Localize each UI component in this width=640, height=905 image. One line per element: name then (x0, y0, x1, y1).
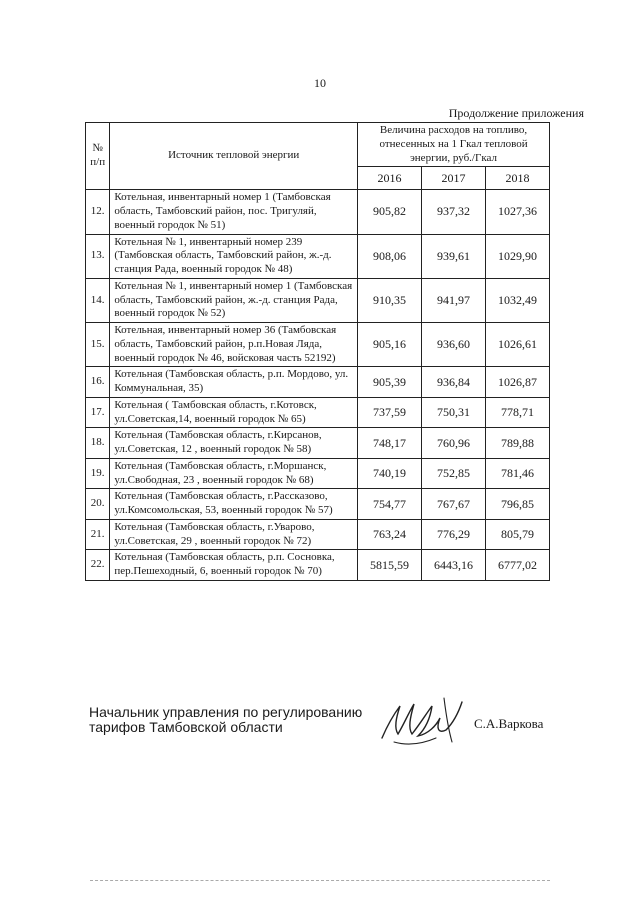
row-value-2017: 767,67 (422, 489, 486, 520)
page-number: 10 (314, 76, 326, 90)
row-value-2017: 941,97 (422, 278, 486, 322)
fuel-cost-table (85, 122, 550, 581)
table-row (86, 190, 550, 234)
row-number: 15. (86, 323, 110, 367)
table-row (86, 278, 550, 322)
row-source: Котельная (Тамбовская область, г.Кирсанов, ул.Советская, 12 , военный городок № 58) (110, 428, 358, 459)
row-value-2018: 781,46 (485, 458, 549, 489)
signature-title-line2: тарифов Тамбовской области (89, 719, 283, 735)
row-number: 18. (86, 428, 110, 459)
row-value-2016: 763,24 (358, 519, 422, 550)
row-value-2018: 778,71 (485, 397, 549, 428)
row-value-2017: 936,60 (422, 323, 486, 367)
row-number: 19. (86, 458, 110, 489)
row-value-2017: 6443,16 (422, 550, 486, 581)
row-value-2016: 905,39 (358, 367, 422, 398)
row-number: 21. (86, 519, 110, 550)
row-value-2018: 789,88 (485, 428, 549, 459)
row-value-2018: 1026,87 (485, 367, 549, 398)
row-source: Котельная (Тамбовская область, г.Уварово, ул.Советская, 29 , военный городок № 72) (110, 519, 358, 550)
table-row (86, 489, 550, 520)
row-value-2017: 936,84 (422, 367, 486, 398)
handwritten-signature (374, 684, 482, 754)
row-value-2018: 1029,90 (485, 234, 549, 278)
row-number: 12. (86, 190, 110, 234)
row-source: Котельная № 1, инвентарный номер 1 (Тамбовская область, Тамбовский район, ж.-д. станция Рада, военный городок № 52) (110, 278, 358, 322)
row-number: 17. (86, 397, 110, 428)
row-value-2016: 905,82 (358, 190, 422, 234)
row-number: 14. (86, 278, 110, 322)
row-source: Котельная, инвентарный номер 36 (Тамбовская область, Тамбовский район, р.п.Новая Ляда, военный городок № 46, войсковая часть 52192) (110, 323, 358, 367)
row-number: 20. (86, 489, 110, 520)
table-row (86, 323, 550, 367)
row-value-2016: 905,16 (358, 323, 422, 367)
row-source: Котельная, инвентарный номер 1 (Тамбовская область, Тамбовский район, пос. Тригуляй, военный городок № 51) (110, 190, 358, 234)
row-value-2018: 6777,02 (485, 550, 549, 581)
table-row (86, 367, 550, 398)
row-value-2017: 776,29 (422, 519, 486, 550)
row-value-2017: 939,61 (422, 234, 486, 278)
row-value-2016: 737,59 (358, 397, 422, 428)
row-value-2018: 1026,61 (485, 323, 549, 367)
row-value-2018: 805,79 (485, 519, 549, 550)
row-value-2018: 796,85 (485, 489, 549, 520)
header-values-title: Величина расходов на топливо, отнесенных на 1 Гкал тепловой энергии, руб./Гкал (358, 123, 550, 167)
header-year-2018: 2018 (485, 167, 549, 190)
header-num: № п/п (86, 123, 110, 190)
row-value-2017: 750,31 (422, 397, 486, 428)
row-value-2016: 740,19 (358, 458, 422, 489)
row-source: Котельная ( Тамбовская область, г.Котовск, ул.Советская,14, военный городок № 65) (110, 397, 358, 428)
header-source: Источник тепловой энергии (110, 123, 358, 190)
row-source: Котельная № 1, инвентарный номер 239 (Тамбовская область, Тамбовский район, ж.-д. станция Рада, военный городок № 48) (110, 234, 358, 278)
table-row (86, 458, 550, 489)
row-source: Котельная (Тамбовская область, р.п. Мордово, ул. Коммунальная, 35) (110, 367, 358, 398)
row-value-2017: 752,85 (422, 458, 486, 489)
row-source: Котельная (Тамбовская область, г.Моршанск, ул.Свободная, 23 , военный городок № 68) (110, 458, 358, 489)
row-value-2018: 1027,36 (485, 190, 549, 234)
row-number: 16. (86, 367, 110, 398)
table-body (86, 190, 550, 581)
row-value-2017: 760,96 (422, 428, 486, 459)
header-year-2017: 2017 (422, 167, 486, 190)
row-value-2016: 5815,59 (358, 550, 422, 581)
table-row (86, 397, 550, 428)
row-value-2018: 1032,49 (485, 278, 549, 322)
table-row (86, 234, 550, 278)
table-row (86, 428, 550, 459)
row-value-2016: 910,35 (358, 278, 422, 322)
signer-name: С.А.Варкова (474, 716, 544, 731)
row-source: Котельная (Тамбовская область, г.Рассказово, ул.Комсомольская, 53, военный городок № 57) (110, 489, 358, 520)
table-row (86, 519, 550, 550)
row-number: 22. (86, 550, 110, 581)
row-source: Котельная (Тамбовская область, р.п. Сосновка, пер.Пешеходный, 6, военный городок № 70) (110, 550, 358, 581)
signature-title (89, 705, 362, 735)
row-number: 13. (86, 234, 110, 278)
continuation-label: Продолжение приложения (448, 106, 584, 120)
row-value-2016: 908,06 (358, 234, 422, 278)
signature-title-line1: Начальник управления по регулированию (89, 704, 363, 720)
row-value-2016: 748,17 (358, 428, 422, 459)
row-value-2016: 754,77 (358, 489, 422, 520)
header-year-2016: 2016 (358, 167, 422, 190)
footer-divider (90, 880, 550, 881)
row-value-2017: 937,32 (422, 190, 486, 234)
table-row (86, 550, 550, 581)
